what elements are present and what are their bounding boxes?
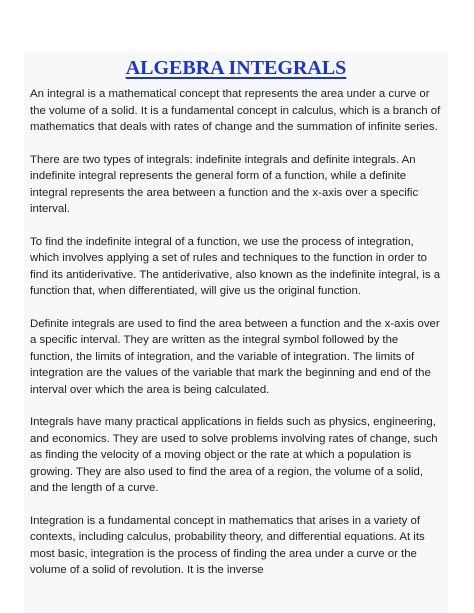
document-body (30, 86, 444, 595)
paragraph: An integral is a mathematical concept that represents the area under a curve or the volume of a solid. It is a fundamental concept in calculus, which is a branch of mathematics that deals with rates of change and the summation of infinite series. (30, 88, 441, 133)
paragraph: There are two types of integrals: indefinite integrals and definite integrals. An indefinite integral represents the general form of a function, while a definite integral represents the area between a function and the x-axis over a specific interval. (30, 153, 419, 215)
document-page (24, 52, 448, 613)
paragraph: Integrals have many practical applications in fields such as physics, engineering, and economics. They are used to solve problems involving rates of change, such as finding the velocity of a moving object or the rate at which a population is growing. They are also used to find the area of a region, the volume of a solid, and the length of a curve. (30, 416, 438, 494)
document-title: ALGEBRA INTEGRALS (125, 57, 347, 79)
paragraph: Definite integrals are used to find the area between a function and the x-axis over a specific interval. They are written as the integral symbol followed by the function, the limits of integration, and the variable of integration. The limits of integration are the values of the variable that mark the beginning and end of the interval over which the area is being calculated. (30, 317, 440, 396)
paragraph: To find the indefinite integral of a function, we use the process of integration, which involves applying a set of rules and techniques to the function in order to find its antiderivative. The antiderivative, also known as the indefinite integral, is a function that, when differentiated, will give us the original function. (30, 235, 441, 297)
paragraph: Integration is a fundamental concept in mathematics that arises in a variety of contexts, including calculus, probability theory, and differential equations. At its most basic, integration is the process of finding the area under a curve or the volume of a solid of revolution. It is the inverse (30, 514, 425, 576)
